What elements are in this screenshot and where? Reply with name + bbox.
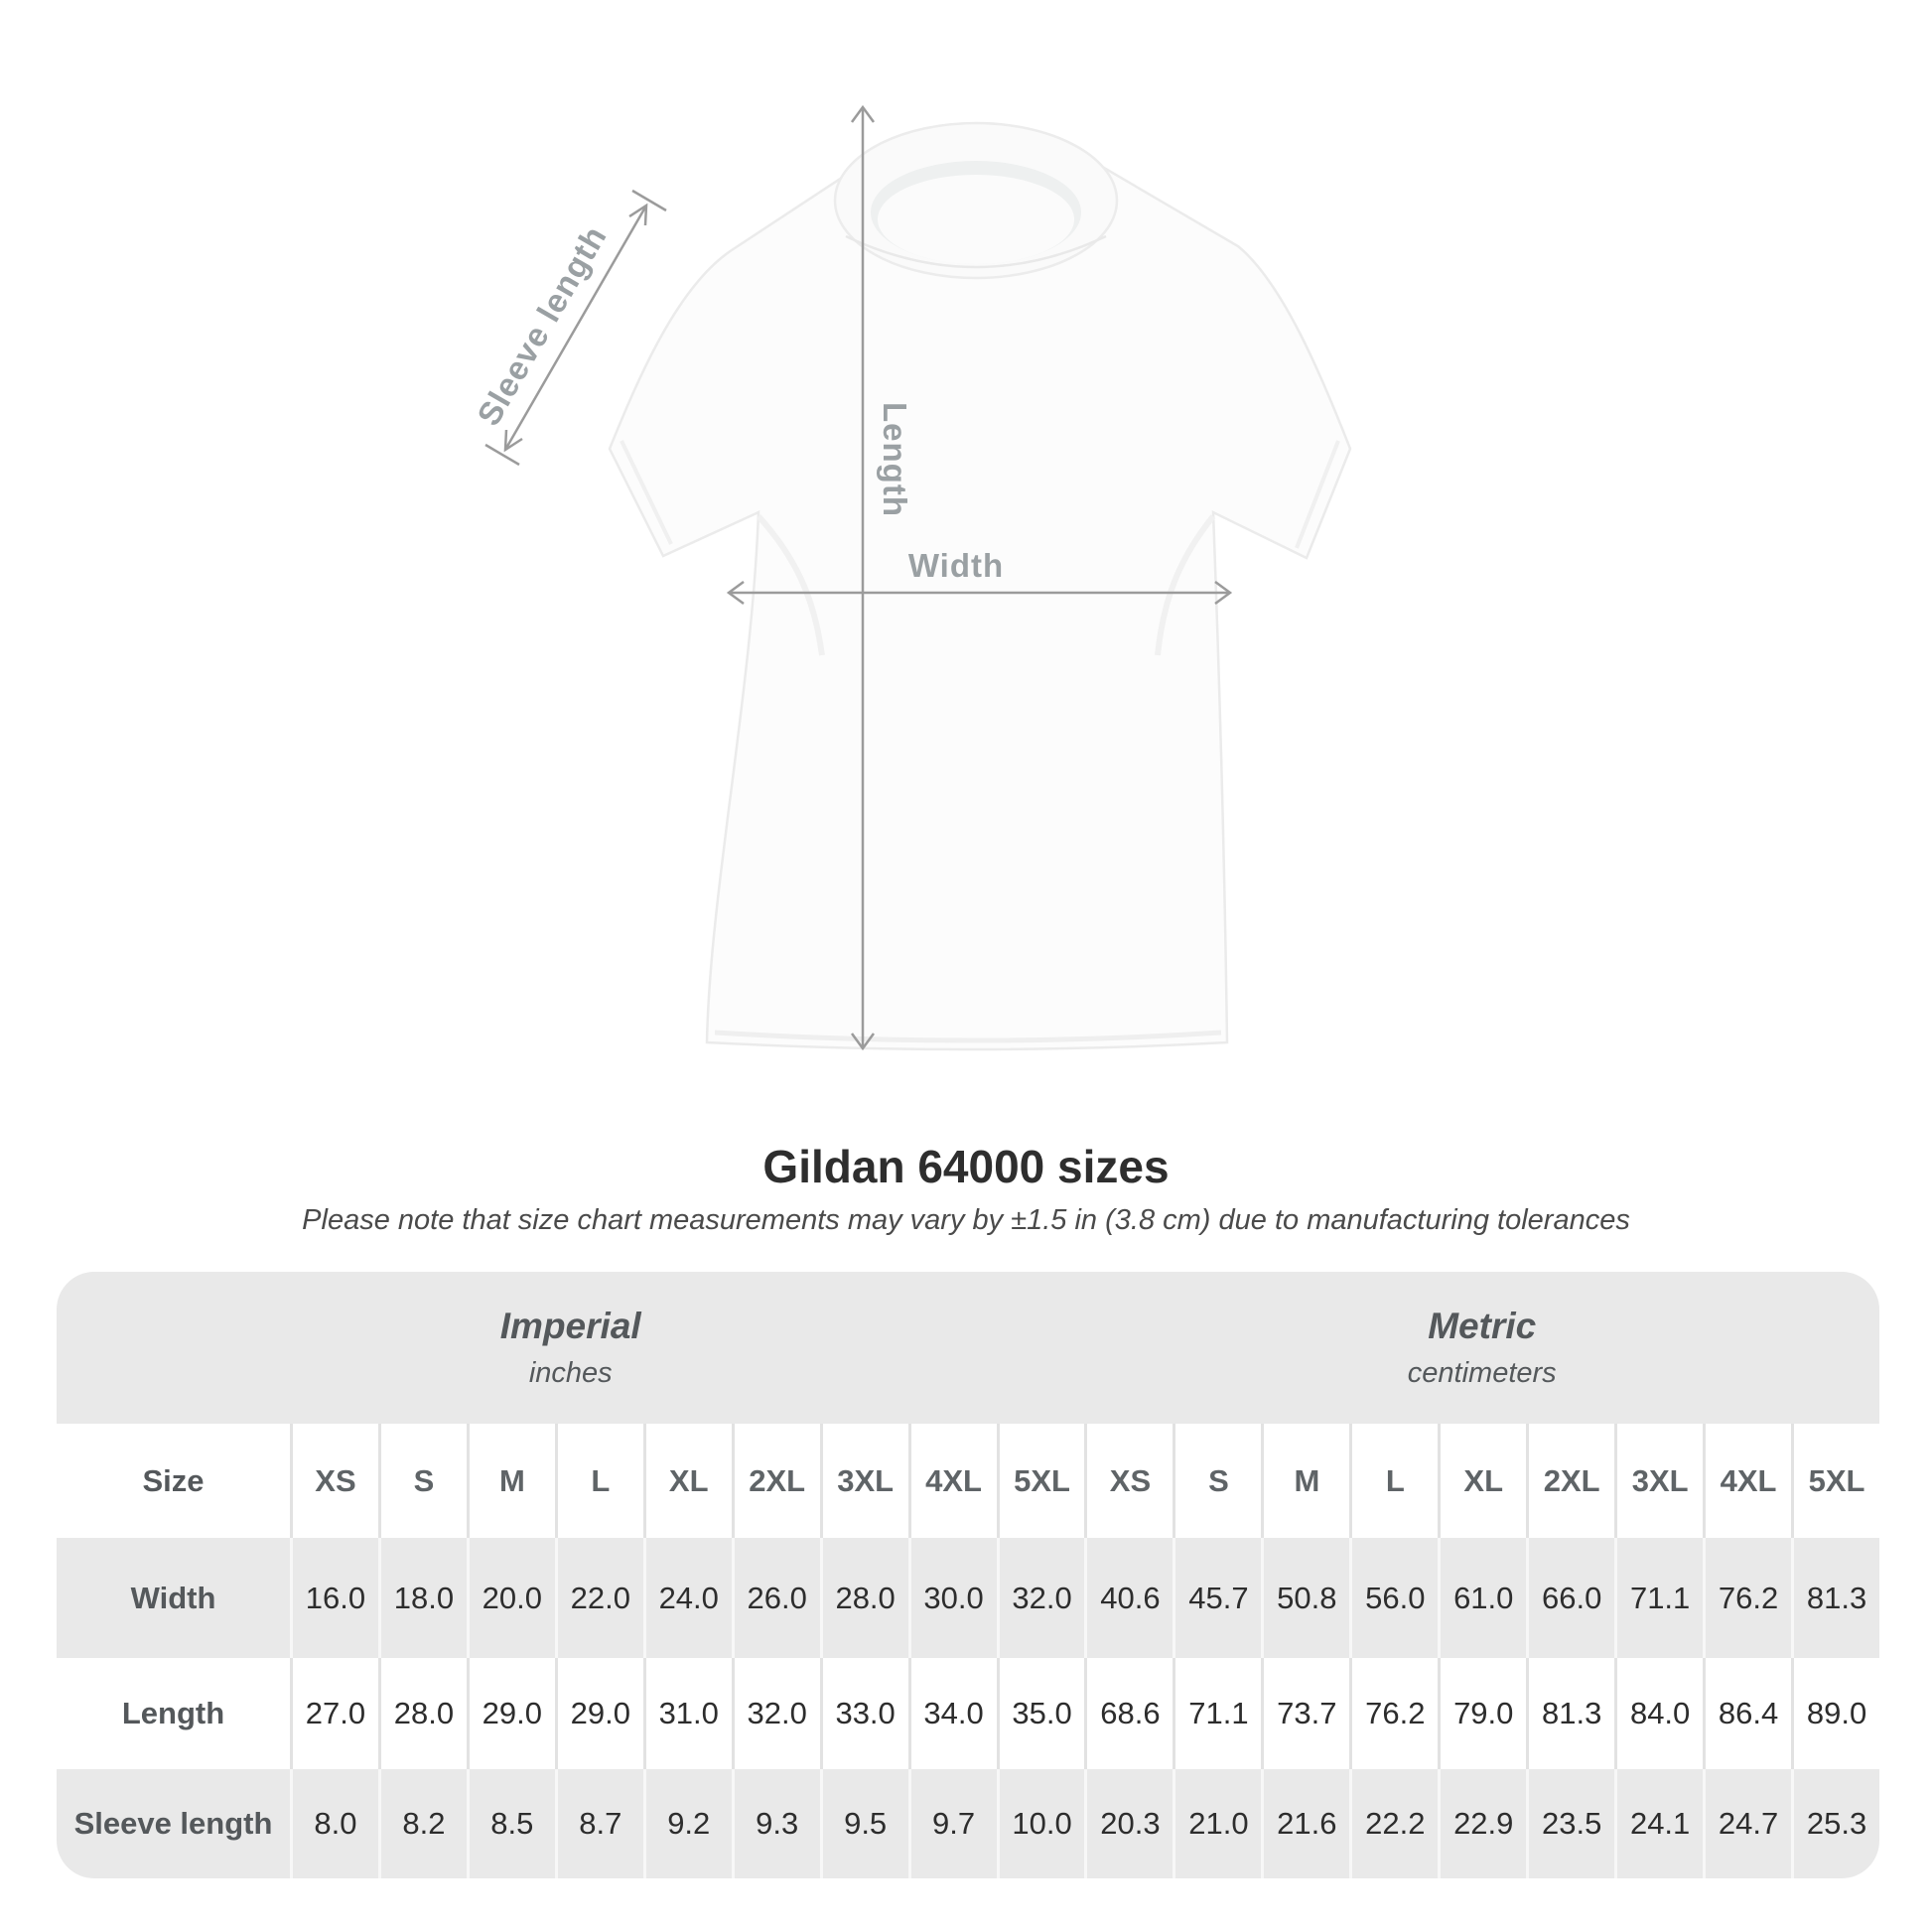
measurement-cell: 29.0 (555, 1658, 643, 1769)
measurement-cell: 16.0 (290, 1538, 378, 1658)
measurement-cell: 86.4 (1703, 1658, 1791, 1769)
measurement-cell: 29.0 (467, 1658, 555, 1769)
size-column-header: XS (290, 1424, 378, 1538)
measurement-cell: 45.7 (1173, 1538, 1261, 1658)
collar-inner-back (878, 175, 1074, 264)
size-column-header: 4XL (908, 1424, 997, 1538)
page-title: Gildan 64000 sizes (762, 1141, 1170, 1192)
measurement-cell: 9.7 (908, 1769, 997, 1878)
measurement-cell: 24.0 (643, 1538, 732, 1658)
width-row-label: Width (57, 1538, 290, 1658)
size-column-header: S (378, 1424, 467, 1538)
measurement-cell: 22.0 (555, 1538, 643, 1658)
measurement-cell: 9.2 (643, 1769, 732, 1878)
measurement-cell: 34.0 (908, 1658, 997, 1769)
measurement-cell: 21.6 (1261, 1769, 1349, 1878)
measurement-cell: 27.0 (290, 1658, 378, 1769)
size-column-header: M (1261, 1424, 1349, 1538)
measurement-cell: 20.0 (467, 1538, 555, 1658)
measurement-cell: 28.0 (378, 1658, 467, 1769)
imperial-group-unit: inches (528, 1357, 613, 1389)
metric-group-unit: centimeters (1407, 1357, 1557, 1389)
measurement-cell: 50.8 (1261, 1538, 1349, 1658)
size-column-header: 2XL (732, 1424, 820, 1538)
size-column-header: 5XL (1791, 1424, 1879, 1538)
measurement-cell: 76.2 (1349, 1658, 1438, 1769)
size-column-header: S (1173, 1424, 1261, 1538)
length-row-label: Length (57, 1658, 290, 1769)
length-label: Length (877, 402, 913, 517)
size-column-header: 2XL (1526, 1424, 1614, 1538)
size-column-header: 5XL (997, 1424, 1085, 1538)
size-column-header: XS (1084, 1424, 1173, 1538)
measurement-cell: 20.3 (1084, 1769, 1173, 1878)
measurement-cell: 71.1 (1614, 1538, 1703, 1658)
measurement-cell: 61.0 (1438, 1538, 1526, 1658)
imperial-group-header (57, 1272, 1084, 1424)
size-table (57, 1272, 1879, 1878)
measurement-cell: 40.6 (1084, 1538, 1173, 1658)
measurement-cell: 79.0 (1438, 1658, 1526, 1769)
measurement-cell: 76.2 (1703, 1538, 1791, 1658)
measurement-cell: 30.0 (908, 1538, 997, 1658)
measurement-cell: 28.0 (820, 1538, 908, 1658)
measurement-cell: 8.7 (555, 1769, 643, 1878)
tshirt-graphic (610, 123, 1350, 1049)
measurement-cell: 68.6 (1084, 1658, 1173, 1769)
size-column-header: L (1349, 1424, 1438, 1538)
sleeve-row-label: Sleeve length (57, 1769, 290, 1878)
measurement-cell: 84.0 (1614, 1658, 1703, 1769)
measurement-cell: 32.0 (732, 1658, 820, 1769)
measurement-cell: 22.2 (1349, 1769, 1438, 1878)
measurement-cell: 23.5 (1526, 1769, 1614, 1878)
measurement-cell: 32.0 (997, 1538, 1085, 1658)
measurement-cell: 71.1 (1173, 1658, 1261, 1769)
measurement-cell: 9.3 (732, 1769, 820, 1878)
measurement-cell: 25.3 (1791, 1769, 1879, 1878)
measurement-cell: 89.0 (1791, 1658, 1879, 1769)
size-column-header: L (555, 1424, 643, 1538)
size-column-header: 3XL (820, 1424, 908, 1538)
width-label: Width (907, 547, 1005, 584)
measurement-cell: 31.0 (643, 1658, 732, 1769)
measurement-cell: 9.5 (820, 1769, 908, 1878)
measurement-cell: 24.1 (1614, 1769, 1703, 1878)
measurement-cell: 81.3 (1791, 1538, 1879, 1658)
metric-group-title: Metric (1428, 1306, 1537, 1346)
imperial-group-title: Imperial (499, 1306, 641, 1346)
measurement-cell: 56.0 (1349, 1538, 1438, 1658)
measurement-cell: 18.0 (378, 1538, 467, 1658)
measurement-cell: 8.2 (378, 1769, 467, 1878)
measurement-cell: 66.0 (1526, 1538, 1614, 1658)
size-column-header: 3XL (1614, 1424, 1703, 1538)
measurement-cell: 8.0 (290, 1769, 378, 1878)
size-column-header: XL (643, 1424, 732, 1538)
measurement-cell: 8.5 (467, 1769, 555, 1878)
measurement-cell: 24.7 (1703, 1769, 1791, 1878)
tolerance-note: Please note that size chart measurements may vary by ±1.5 in (3.8 cm) due to manufacturing tolerances (302, 1204, 1630, 1236)
measurement-cell: 26.0 (732, 1538, 820, 1658)
sleeve-length-label: Sleeve length (470, 218, 615, 432)
size-column-header: M (467, 1424, 555, 1538)
measurement-cell: 81.3 (1526, 1658, 1614, 1769)
measurement-cell: 35.0 (997, 1658, 1085, 1769)
measurement-cell: 22.9 (1438, 1769, 1526, 1878)
size-column-header: XL (1438, 1424, 1526, 1538)
metric-group-header (1084, 1272, 1879, 1424)
measurement-cell: 10.0 (997, 1769, 1085, 1878)
size-column-header: 4XL (1703, 1424, 1791, 1538)
measurement-cell: 33.0 (820, 1658, 908, 1769)
size-row-label: Size (57, 1424, 290, 1538)
measurement-cell: 21.0 (1173, 1769, 1261, 1878)
measurement-cell: 73.7 (1261, 1658, 1349, 1769)
